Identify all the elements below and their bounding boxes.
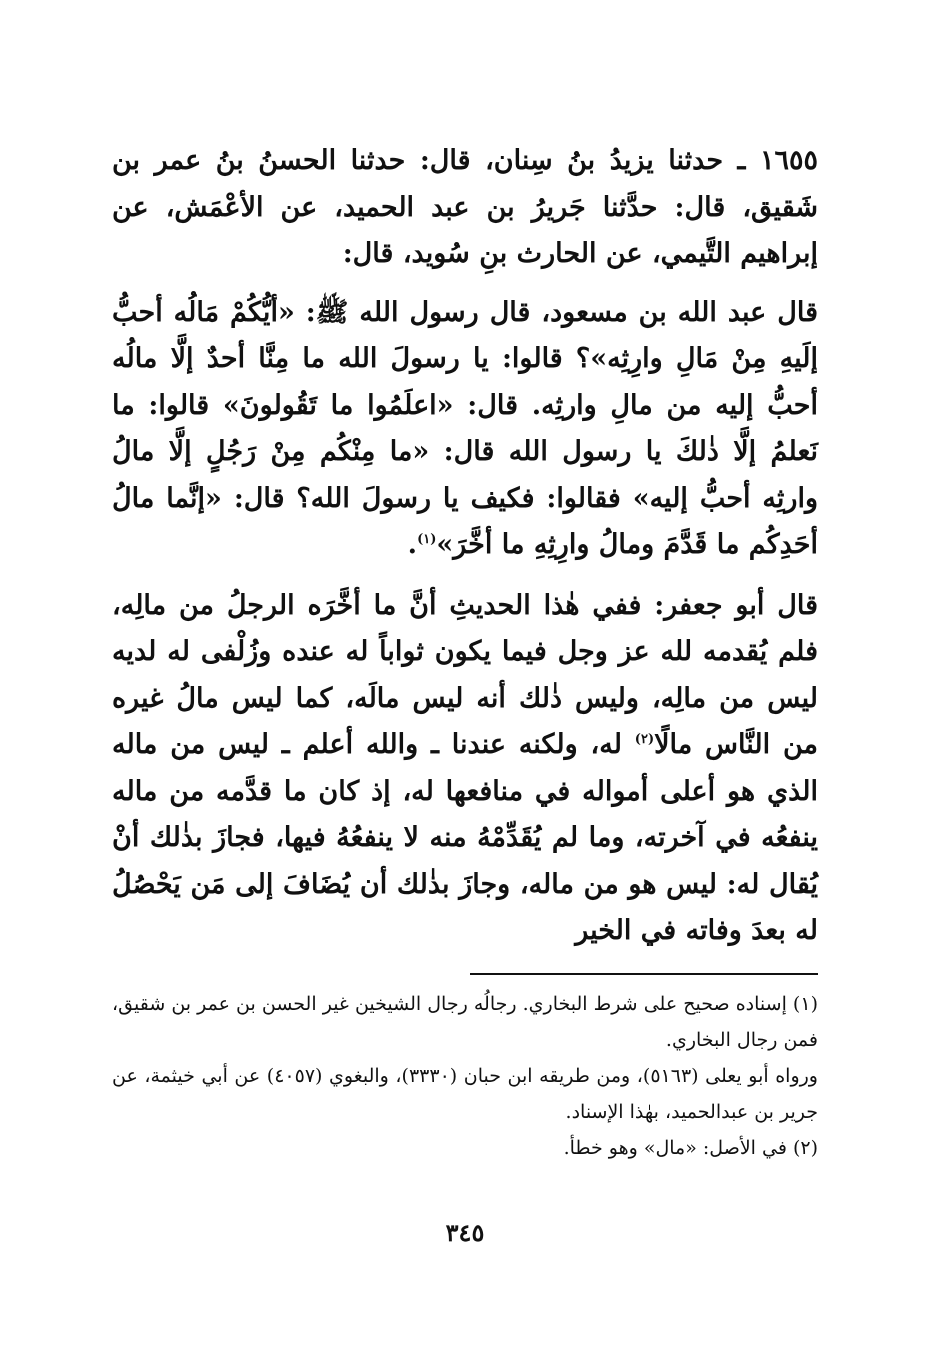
hadith-matn: قال عبد الله بن مسعود، قال رسول الله ﷺ: «أيُّكُمْ مَالُه أحبُّ إلَيهِ مِنْ مَالِ وارِثِه»؟ قالوا: يا رسولَ الله ما مِنَّا أحدٌ إلَّا مالُه أحبُّ إليه من مالِ وارثِه. قال: «اعلَمُوا ما تَقُولونَ» قالوا: ما نَعلمُ إلَّا ذٰلكَ يا رسول الله قال: «ما مِنْكُم مِنْ رَجُلٍ إلَّا مالُ وارثِه أحبُّ إليه» فقالوا: فكيف يا رسولَ الله؟ قال: «إنَّما مالُ أحَدِكُم ما قَدَّمَ ومالُ وارِثِهِ ما أخَّرَ»	[112, 296, 818, 560]
commentary-lead: قال أبو جعفر:	[654, 589, 818, 621]
commentary-text-1: ففي هٰذا الحديثِ أنَّ ما أخَّرَه الرجلُ من مالِه، فلم يُقدمه لله عز وجل فيما يكون ثواباً له عنده وزُلْفى له لديه ليس من مالِه، وليس ذٰلك أنه ليس مالَه، كما ليس مالُ غيره من النَّاس مالًا	[112, 589, 818, 760]
footnote-2: (٢) في الأصل: «مال» وهو خطأ.	[563, 1137, 818, 1159]
main-text	[112, 138, 818, 955]
footnote-divider	[470, 973, 818, 975]
footnotes	[112, 986, 818, 1166]
hadith-number: ١٦٥٥	[759, 145, 818, 176]
page-number: ٣٤٥	[445, 1218, 485, 1247]
hadith-matn-end: .	[407, 529, 418, 560]
footnote-1: (١) إسناده صحيح على شرط البخاري. رجالُه رجال الشيخين غير الحسن بن عمر بن شقيق، فمن رجال البخاري.	[112, 993, 818, 1051]
footnote-ref-1[interactable]: (١)	[417, 532, 437, 547]
footnote-1-continued: ورواه أبو يعلى (٥١٦٣)، ومن طريقه ابن حبان (٣٣٣٠)، والبغوي (٤٠٥٧) عن أبي خيثمة، عن جرير بن عبدالحميد، بهٰذا الإسناد.	[112, 1065, 818, 1123]
hadith-paragraph	[112, 138, 818, 278]
footnote-ref-2[interactable]: (٢)	[634, 732, 655, 747]
commentary-text-2: له، ولكنه عندنا ـ والله أعلم ـ ليس من ماله الذي هو أعلى أمواله في منافعها له، إذ كان ما قدَّمه من ماله ينفعُه في آخرته، وما لم يُقَدِّمْهُ منه لا ينفعُهُ فيها، فجازَ بذٰلك أنْ يُقال له: ليس هو من ماله، وجازَ بذٰلك أن يُضَافَ إلى مَن يَحْصُلُ له بعدَ وفاته في الخير	[112, 729, 818, 946]
hadith-isnad: ـ حدثنا يزيدُ بنُ سِنان، قال: حدثنا الحسنُ بنُ عمر بن شَقيق، قال: حدَّثنا جَريرُ بن عبد الحميد، عن الأعْمَش، عن إبراهيم التَّيمي، عن الحارث بنِ سُويد، قال:	[112, 145, 818, 269]
commentary-paragraph	[112, 583, 818, 955]
hadith-matn-paragraph	[112, 290, 818, 569]
